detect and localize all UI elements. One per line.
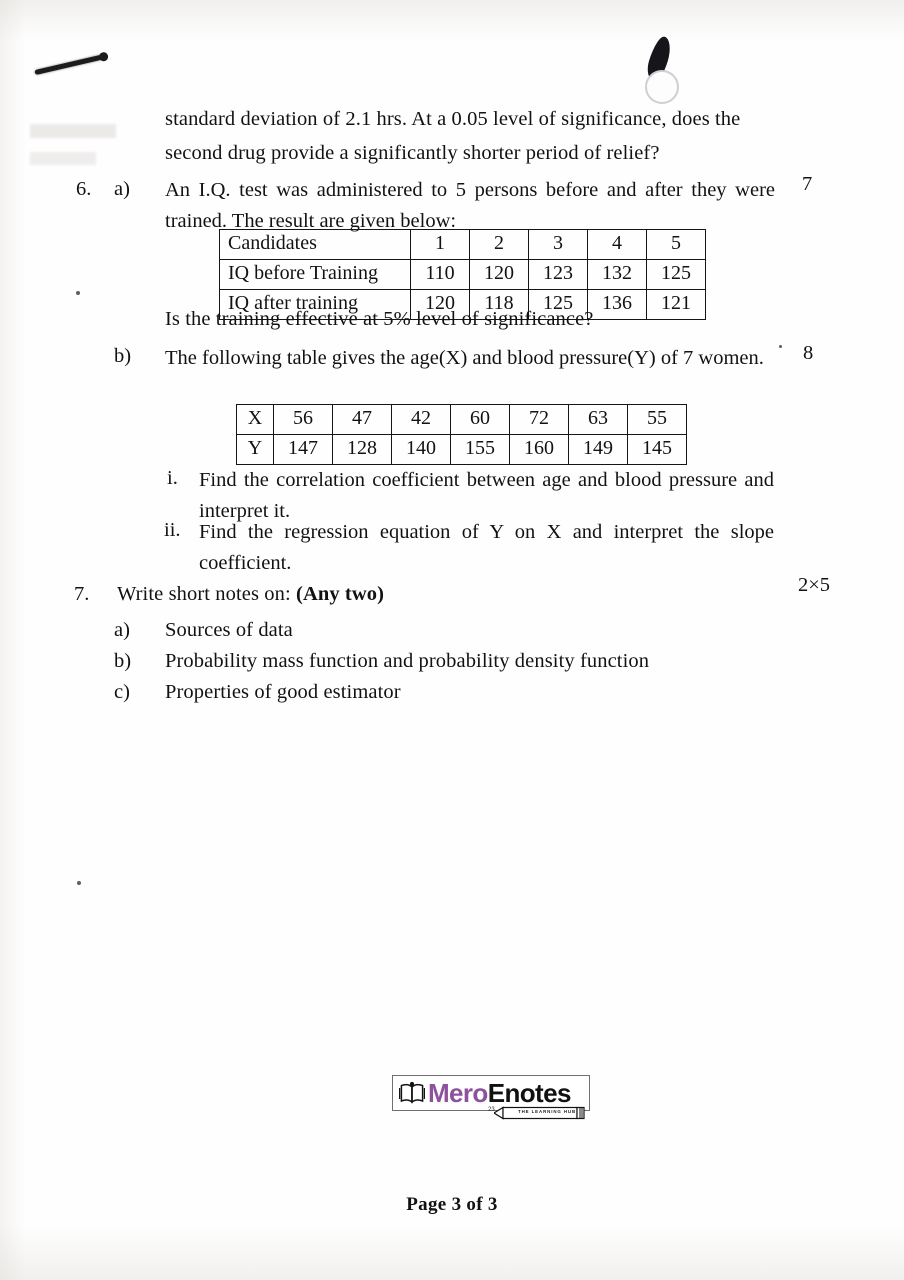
table-cell: 160: [510, 435, 569, 465]
table-cell: 140: [392, 435, 451, 465]
staple-artifact: [34, 54, 105, 75]
table-row: [220, 260, 706, 290]
table-cell: 5: [647, 230, 706, 260]
open-book-icon: [398, 1081, 426, 1105]
question-6a-text: An I.Q. test was administered to 5 persons before and after they were trained. The result are given below:: [165, 179, 775, 232]
speck-artifact: [77, 881, 81, 885]
table-cell: 121: [647, 290, 706, 320]
table-cell: 125: [647, 260, 706, 290]
table-cell: 149: [569, 435, 628, 465]
table-row-header: Y: [237, 435, 274, 465]
question-7-marks: 2×5: [798, 574, 831, 596]
question-6b-text: The following table gives the age(X) and blood pressure(Y) of 7 women.: [165, 347, 764, 369]
table-cell: 4: [588, 230, 647, 260]
question-7-stem-plain: Write short notes on:: [117, 583, 297, 605]
ink-smudge-ring-artifact: [645, 70, 679, 104]
question-6b-ii-label: ii.: [164, 519, 181, 541]
scan-ghost-mark: [30, 152, 96, 165]
table-cell: 145: [628, 435, 687, 465]
question-6b-marks: 8: [803, 342, 814, 364]
question-6b-ii-text: Find the regression equation of Y on X and interpret the slope coefficient.: [199, 521, 774, 574]
table-cell: 147: [274, 435, 333, 465]
speck-artifact: [76, 291, 80, 295]
table-row-header: IQ before Training: [220, 260, 411, 290]
table-cell: 72: [510, 405, 569, 435]
question-6a-label: a): [114, 178, 130, 200]
question-6-number: 6.: [76, 178, 92, 200]
table-cell: 110: [411, 260, 470, 290]
table-cell: 120: [411, 290, 470, 320]
intro-line-2: second drug provide a significantly shorter period of relief?: [165, 142, 660, 164]
question-7-stem-bold: (Any two): [296, 583, 385, 605]
table-cell: 55: [628, 405, 687, 435]
meroenotes-watermark-logo: [392, 1073, 592, 1125]
scan-noise-top: [0, 0, 904, 40]
question-6b-label: b): [114, 345, 132, 367]
intro-line-1: standard deviation of 2.1 hrs. At a 0.05 level of significance, does the: [165, 108, 741, 130]
table-cell: 128: [333, 435, 392, 465]
table-cell: 63: [569, 405, 628, 435]
question-7c-text: Properties of good estimator: [165, 681, 401, 703]
scan-noise-bottom: [0, 1225, 904, 1280]
iq-scores-table: [219, 229, 706, 320]
table-cell: 132: [588, 260, 647, 290]
table-cell: 2: [470, 230, 529, 260]
page-footer: Page 3 of 3: [406, 1194, 498, 1215]
table-row-header: X: [237, 405, 274, 435]
scan-ghost-mark: [30, 124, 116, 138]
speck-artifact: [779, 345, 782, 348]
logo-small-number: 23: [488, 1107, 495, 1113]
table-cell: 1: [411, 230, 470, 260]
table-row: [237, 405, 687, 435]
question-6b-i-label: i.: [167, 467, 178, 489]
table-cell: 3: [529, 230, 588, 260]
question-6b-i-text: Find the correlation coefficient between age and blood pressure and interpret it.: [199, 469, 774, 522]
table-cell: 123: [529, 260, 588, 290]
table-row-header: IQ after training: [220, 290, 411, 320]
question-7a-text: Sources of data: [165, 619, 293, 641]
age-blood-pressure-table: [236, 404, 687, 465]
table-cell: 60: [451, 405, 510, 435]
logo-word-enotes: Enotes: [487, 1078, 571, 1108]
question-7b-text: Probability mass function and probability density function: [165, 650, 650, 672]
table-cell: 118: [470, 290, 529, 320]
logo-wordmark: [428, 1080, 571, 1106]
logo-word-mero: Mero: [428, 1078, 488, 1108]
table-cell: 47: [333, 405, 392, 435]
table-row: [220, 230, 706, 260]
question-6a-marks: 7: [802, 173, 813, 195]
question-7a-label: a): [114, 619, 130, 641]
question-7-number: 7.: [74, 583, 90, 605]
table-cell: 125: [529, 290, 588, 320]
scan-noise-left: [0, 0, 26, 1280]
question-7c-label: c): [114, 681, 130, 703]
table-cell: 42: [392, 405, 451, 435]
question-7b-label: b): [114, 650, 132, 672]
table-cell: 56: [274, 405, 333, 435]
table-cell: 155: [451, 435, 510, 465]
table-cell: 136: [588, 290, 647, 320]
table-row: [237, 435, 687, 465]
table-cell: 120: [470, 260, 529, 290]
logo-tagline: THE LEARNING HUB: [518, 1109, 577, 1114]
question-6a-followup: Is the training effective at 5% level of significance?: [165, 308, 594, 330]
question-7-stem: [117, 583, 384, 606]
table-row-header: Candidates: [220, 230, 411, 260]
